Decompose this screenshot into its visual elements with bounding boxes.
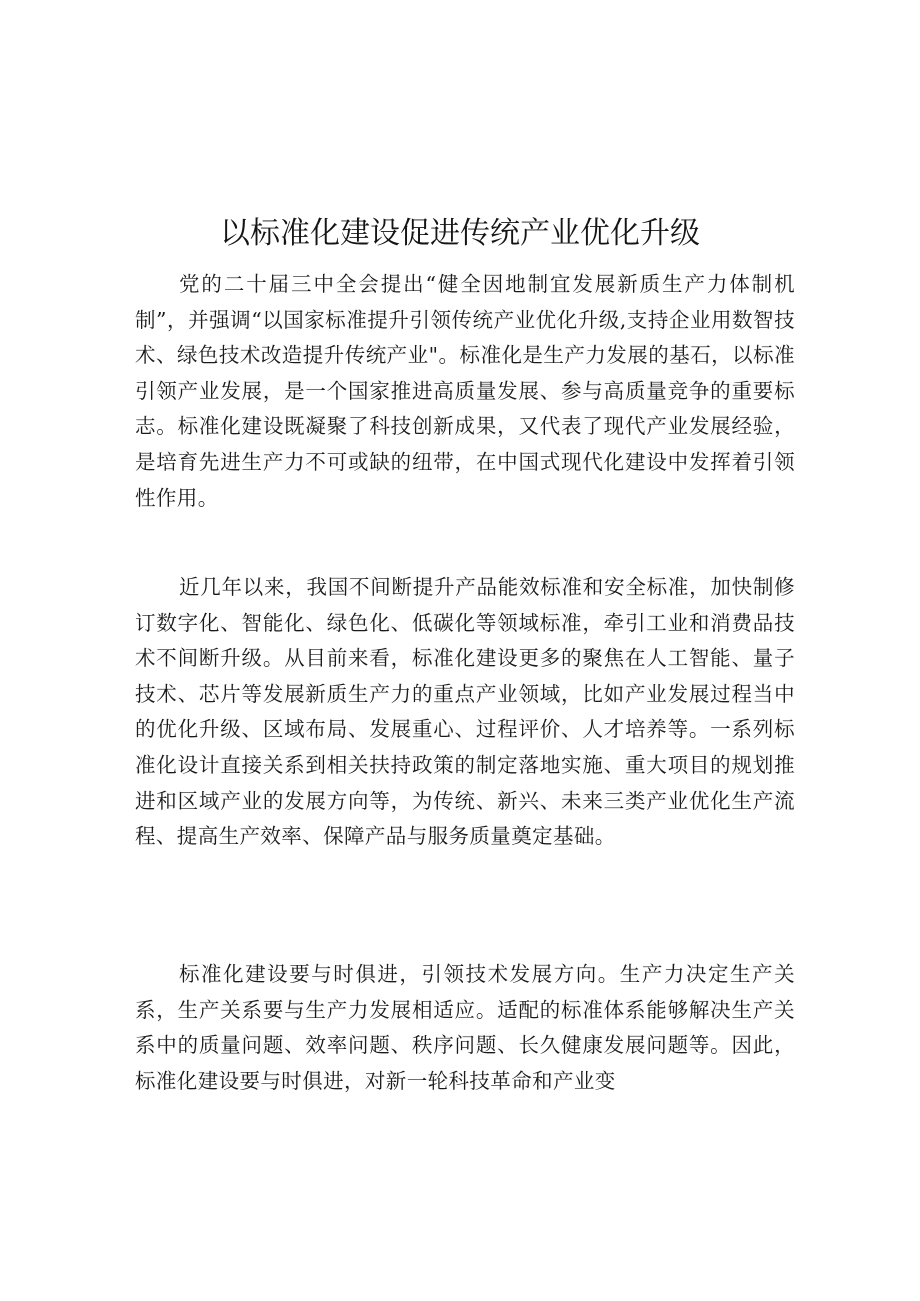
paragraph-2: 近几年以来，我国不间断提升产品能效标准和安全标准，加快制修订数字化、智能化、绿色化、低碳化等领域标准，牵引工业和消费品技术不间断升级。从目前来看，标准化建设更多的聚焦在人工智能、量子技术、芯片等发展新质生产力的重点产业领域，比如产业发展过程当中的优化升级、区域布局、发展重心、过程评价、人才培养等。一系列标准化设计直接关系到相关扶持政策的制定落地实施、重大项目的规划推进和区域产业的发展方向等，为传统、新兴、未来三类产业优化生产流程、提高生产效率、保障产品与服务质量奠定基础。 [135,575,795,849]
document-title: 以标准化建设促进传统产业优化升级 [220,216,700,251]
paragraph-1: 党的二十届三中全会提出“健全因地制宜发展新质生产力体制机制”，并强调“以国家标准提升引领传统产业优化升级,支持企业用数智技术、绿色技术改造提升传统产业"。标准化是生产力发展的基石，以标准引领产业发展，是一个国家推进高质量发展、参与高质量竞争的重要标志。标准化建设既凝聚了科技创新成果，又代表了现代产业发展经验，是培育先进生产力不可或缺的纽带，在中国式现代化建设中发挥着引领性作用。 [135,272,795,510]
paragraph-3: 标准化建设要与时俱进，引领技术发展方向。生产力决定生产关系，生产关系要与生产力发展相适应。适配的标准体系能够解决生产关系中的质量问题、效率问题、秩序问题、长久健康发展问题等。因此，标准化建设要与时俱进，对新一轮科技革命和产业变 [135,962,795,1093]
